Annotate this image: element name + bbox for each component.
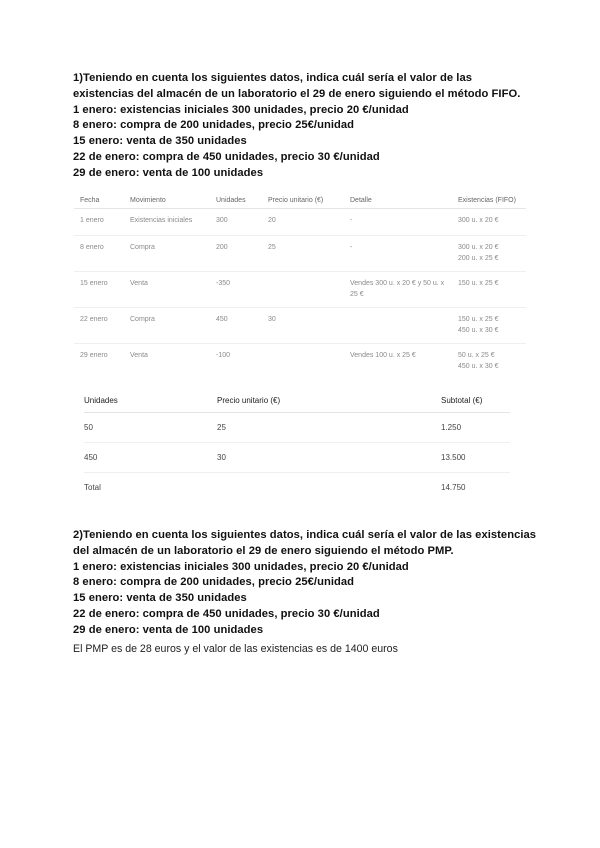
header-existencias: Existencias (FIFO) <box>458 197 516 204</box>
cell-detalle: - <box>350 217 353 224</box>
summary-table-header <box>84 390 510 413</box>
table-row <box>74 272 526 308</box>
header-precio-unitario: Precio unitario (€) <box>217 396 281 405</box>
cell-detalle: Vendes 300 u. x 20 € y 50 u. x 25 € <box>350 280 445 298</box>
table-row <box>84 443 510 473</box>
cell-precio: 30 <box>217 453 226 462</box>
cell-subtotal: 13.500 <box>441 453 466 462</box>
cell-total-value: 14.750 <box>441 483 466 492</box>
cell-unidades: -350 <box>216 280 231 287</box>
question-1 <box>73 71 543 182</box>
cell-fecha: 1 enero <box>80 217 104 224</box>
table-row <box>74 308 526 344</box>
question-1-line: 8 enero: compra de 200 unidades, precio 25€/unidad <box>73 119 355 132</box>
question-2-line: 2)Teniendo en cuenta los siguientes datos, indica cuál sería el valor de las existencias <box>73 529 537 541</box>
question-2-line: 15 enero: venta de 350 unidades <box>73 592 247 605</box>
cell-unidades: 50 <box>84 423 93 432</box>
cell-subtotal: 1.250 <box>441 423 462 432</box>
answer-2: El PMP es de 28 euros y el valor de las existencias es de 1400 euros <box>73 643 398 655</box>
header-unidades: Unidades <box>216 197 246 204</box>
cell-movimiento: Compra <box>130 316 155 323</box>
existencias-line: 450 u. x 30 € <box>458 327 499 334</box>
header-unidades: Unidades <box>84 396 118 405</box>
header-subtotal: Subtotal (€) <box>441 396 483 405</box>
table-row <box>74 344 526 374</box>
existencias-line: 300 u. x 20 € <box>458 244 499 251</box>
cell-fecha: 15 enero <box>80 280 108 287</box>
question-2-line: 22 de enero: compra de 450 unidades, precio 30 €/unidad <box>73 607 380 620</box>
existencias-line: 300 u. x 20 € <box>458 217 499 224</box>
cell-detalle: Vendes 100 u. x 25 € <box>350 352 416 359</box>
table-row <box>74 209 526 236</box>
table-row <box>84 413 510 443</box>
table-row <box>84 473 510 502</box>
cell-precio: 30 <box>268 316 276 323</box>
cell-unidades: 450 <box>84 453 98 462</box>
cell-existencias <box>458 278 498 289</box>
fifo-table <box>74 192 526 374</box>
question-2-line: del almacén de un laboratorio el 29 de enero siguiendo el método PMP. <box>73 544 454 557</box>
summary-table <box>84 390 510 502</box>
existencias-line: 50 u. x 25 € <box>458 352 495 359</box>
fifo-table-header <box>74 192 526 209</box>
header-movimiento: Movimiento <box>130 197 166 204</box>
cell-precio: 25 <box>268 244 276 251</box>
cell-unidades: 200 <box>216 244 228 251</box>
cell-unidades: -100 <box>216 352 231 359</box>
question-1-line: 22 de enero: compra de 450 unidades, precio 30 €/unidad <box>73 150 380 163</box>
question-2 <box>73 528 543 639</box>
table-row <box>74 236 526 272</box>
question-1-line: 29 de enero: venta de 100 unidades <box>73 166 264 179</box>
question-2-line: 29 de enero: venta de 100 unidades <box>73 623 264 636</box>
header-detalle: Detalle <box>350 197 372 204</box>
cell-detalle: - <box>350 244 353 251</box>
question-1-line: existencias del almacén de un laboratorio el 29 de enero siguiendo el método FIFO. <box>73 87 521 100</box>
cell-movimiento: Compra <box>130 244 155 251</box>
cell-precio: 25 <box>217 423 226 432</box>
question-1-line: 1 enero: existencias iniciales 300 unidades, precio 20 €/unidad <box>73 103 409 116</box>
existencias-line: 450 u. x 30 € <box>458 363 499 370</box>
cell-existencias <box>458 350 498 372</box>
cell-movimiento: Existencias iniciales <box>130 217 193 224</box>
question-2-line: 1 enero: existencias iniciales 300 unidades, precio 20 €/unidad <box>73 560 409 573</box>
cell-unidades: 450 <box>216 316 228 323</box>
cell-unidades: 300 <box>216 217 228 224</box>
cell-fecha: 8 enero <box>80 244 104 251</box>
existencias-line: 200 u. x 25 € <box>458 255 499 262</box>
cell-fecha: 29 enero <box>80 352 108 359</box>
question-2-line: 8 enero: compra de 200 unidades, precio 25€/unidad <box>73 576 355 589</box>
cell-total-label: Total <box>84 483 101 492</box>
cell-precio: 20 <box>268 217 276 224</box>
cell-existencias <box>458 242 498 264</box>
header-precio: Precio unitario (€) <box>268 197 324 204</box>
existencias-line: 150 u. x 25 € <box>458 280 499 287</box>
question-1-line: 15 enero: venta de 350 unidades <box>73 135 247 148</box>
cell-existencias <box>458 215 498 226</box>
existencias-line: 150 u. x 25 € <box>458 316 499 323</box>
cell-movimiento: Venta <box>130 280 148 287</box>
cell-movimiento: Venta <box>130 352 148 359</box>
header-fecha: Fecha <box>80 197 100 204</box>
cell-fecha: 22 enero <box>80 316 108 323</box>
question-1-line: 1)Teniendo en cuenta los siguientes datos, indica cuál sería el valor de las <box>73 72 473 84</box>
cell-existencias <box>458 314 498 336</box>
